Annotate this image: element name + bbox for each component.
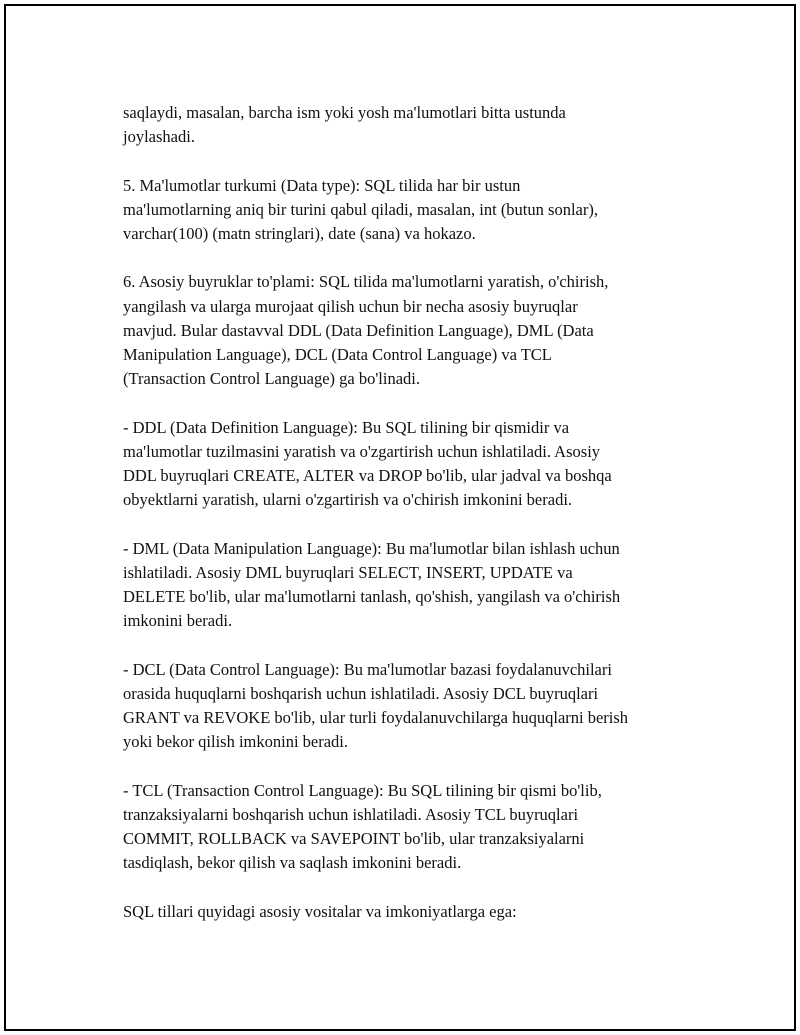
text-line: SQL tillari quyidagi asosiy vositalar va imkoniyatlarga ega: — [123, 901, 517, 921]
text-line: saqlaydi, masalan, barcha ism yoki yosh ma'lumotlari bitta ustunda — [123, 103, 566, 122]
text-line: imkonini beradi. — [123, 611, 233, 631]
text-line: tasdiqlash, bekor qilish va saqlash imkonini beradi. — [123, 853, 462, 873]
document-body — [123, 101, 703, 948]
document-page — [4, 4, 796, 1031]
text-line: varchar(100) (matn stringlari), date (sana) va hokazo. — [123, 224, 476, 243]
text-line: - TCL (Transaction Control Language): Bu SQL tilining bir qismi bo'lib, — [123, 780, 602, 800]
text-line: orasida huquqlarni boshqarish uchun ishlatiladi. Asosiy DCL buyruqlari — [123, 683, 599, 703]
text-line: ma'lumotlarning aniq bir turini qabul qiladi, masalan, int (butun sonlar), — [123, 199, 598, 219]
text-line: - DCL (Data Control Language): Bu ma'lumotlar bazasi foydalanuvchilari — [123, 659, 612, 679]
text-line: joylashadi. — [123, 127, 195, 147]
text-line: tranzaksiyalarni boshqarish uchun ishlatiladi. Asosiy TCL buyruqlari — [123, 804, 579, 824]
text-line: - DDL (Data Definition Language): Bu SQL tilining bir qismidir va — [123, 417, 570, 437]
text-line: 6. Asosiy buyruklar to'plami: SQL tilida ma'lumotlarni yaratish, o'chirish, — [123, 272, 609, 292]
text-line: mavjud. Bular dastavval DDL (Data Definition Language), DML (Data — [123, 320, 594, 340]
text-line: obyektlarni yaratish, ularni o'zgartirish va o'chirish imkonini beradi. — [123, 490, 573, 510]
paragraph-dcl — [123, 658, 703, 755]
text-line: ishlatiladi. Asosiy DML buyruqlari SELECT, INSERT, UPDATE va — [123, 562, 573, 582]
paragraph-tcl — [123, 779, 703, 876]
text-line: yoki bekor qilish imkonini beradi. — [123, 732, 349, 752]
text-line: DELETE bo'lib, ular ma'lumotlarni tanlash, qo'shish, yangilash va o'chirish — [123, 587, 621, 606]
paragraph-summary — [123, 900, 703, 924]
text-line: COMMIT, ROLLBACK va SAVEPOINT bo'lib, ular tranzaksiyalarni — [123, 829, 585, 848]
text-line: - DML (Data Manipulation Language): Bu ma'lumotlar bilan ishlash uchun — [123, 538, 620, 558]
text-line: ma'lumotlar tuzilmasini yaratish va o'zgartirish uchun ishlatiladi. Asosiy — [123, 441, 601, 461]
text-line: DDL buyruqlari CREATE, ALTER va DROP bo'lib, ular jadval va boshqa — [123, 466, 612, 485]
paragraph-dml — [123, 537, 703, 634]
text-line: (Transaction Control Language) ga bo'linadi. — [123, 369, 421, 389]
paragraph-core-commands — [123, 270, 703, 391]
paragraph-continuation — [123, 101, 703, 149]
text-line: GRANT va REVOKE bo'lib, ular turli foydalanuvchilarga huquqlarni berish — [123, 708, 629, 727]
paragraph-ddl — [123, 416, 703, 513]
paragraph-data-type — [123, 174, 703, 247]
text-line: Manipulation Language), DCL (Data Control Language) va TCL — [123, 345, 552, 364]
text-line: yangilash va ularga murojaat qilish uchun bir necha asosiy buyruqlar — [123, 296, 578, 316]
text-line: 5. Ma'lumotlar turkumi (Data type): SQL tilida har bir ustun — [123, 175, 521, 195]
